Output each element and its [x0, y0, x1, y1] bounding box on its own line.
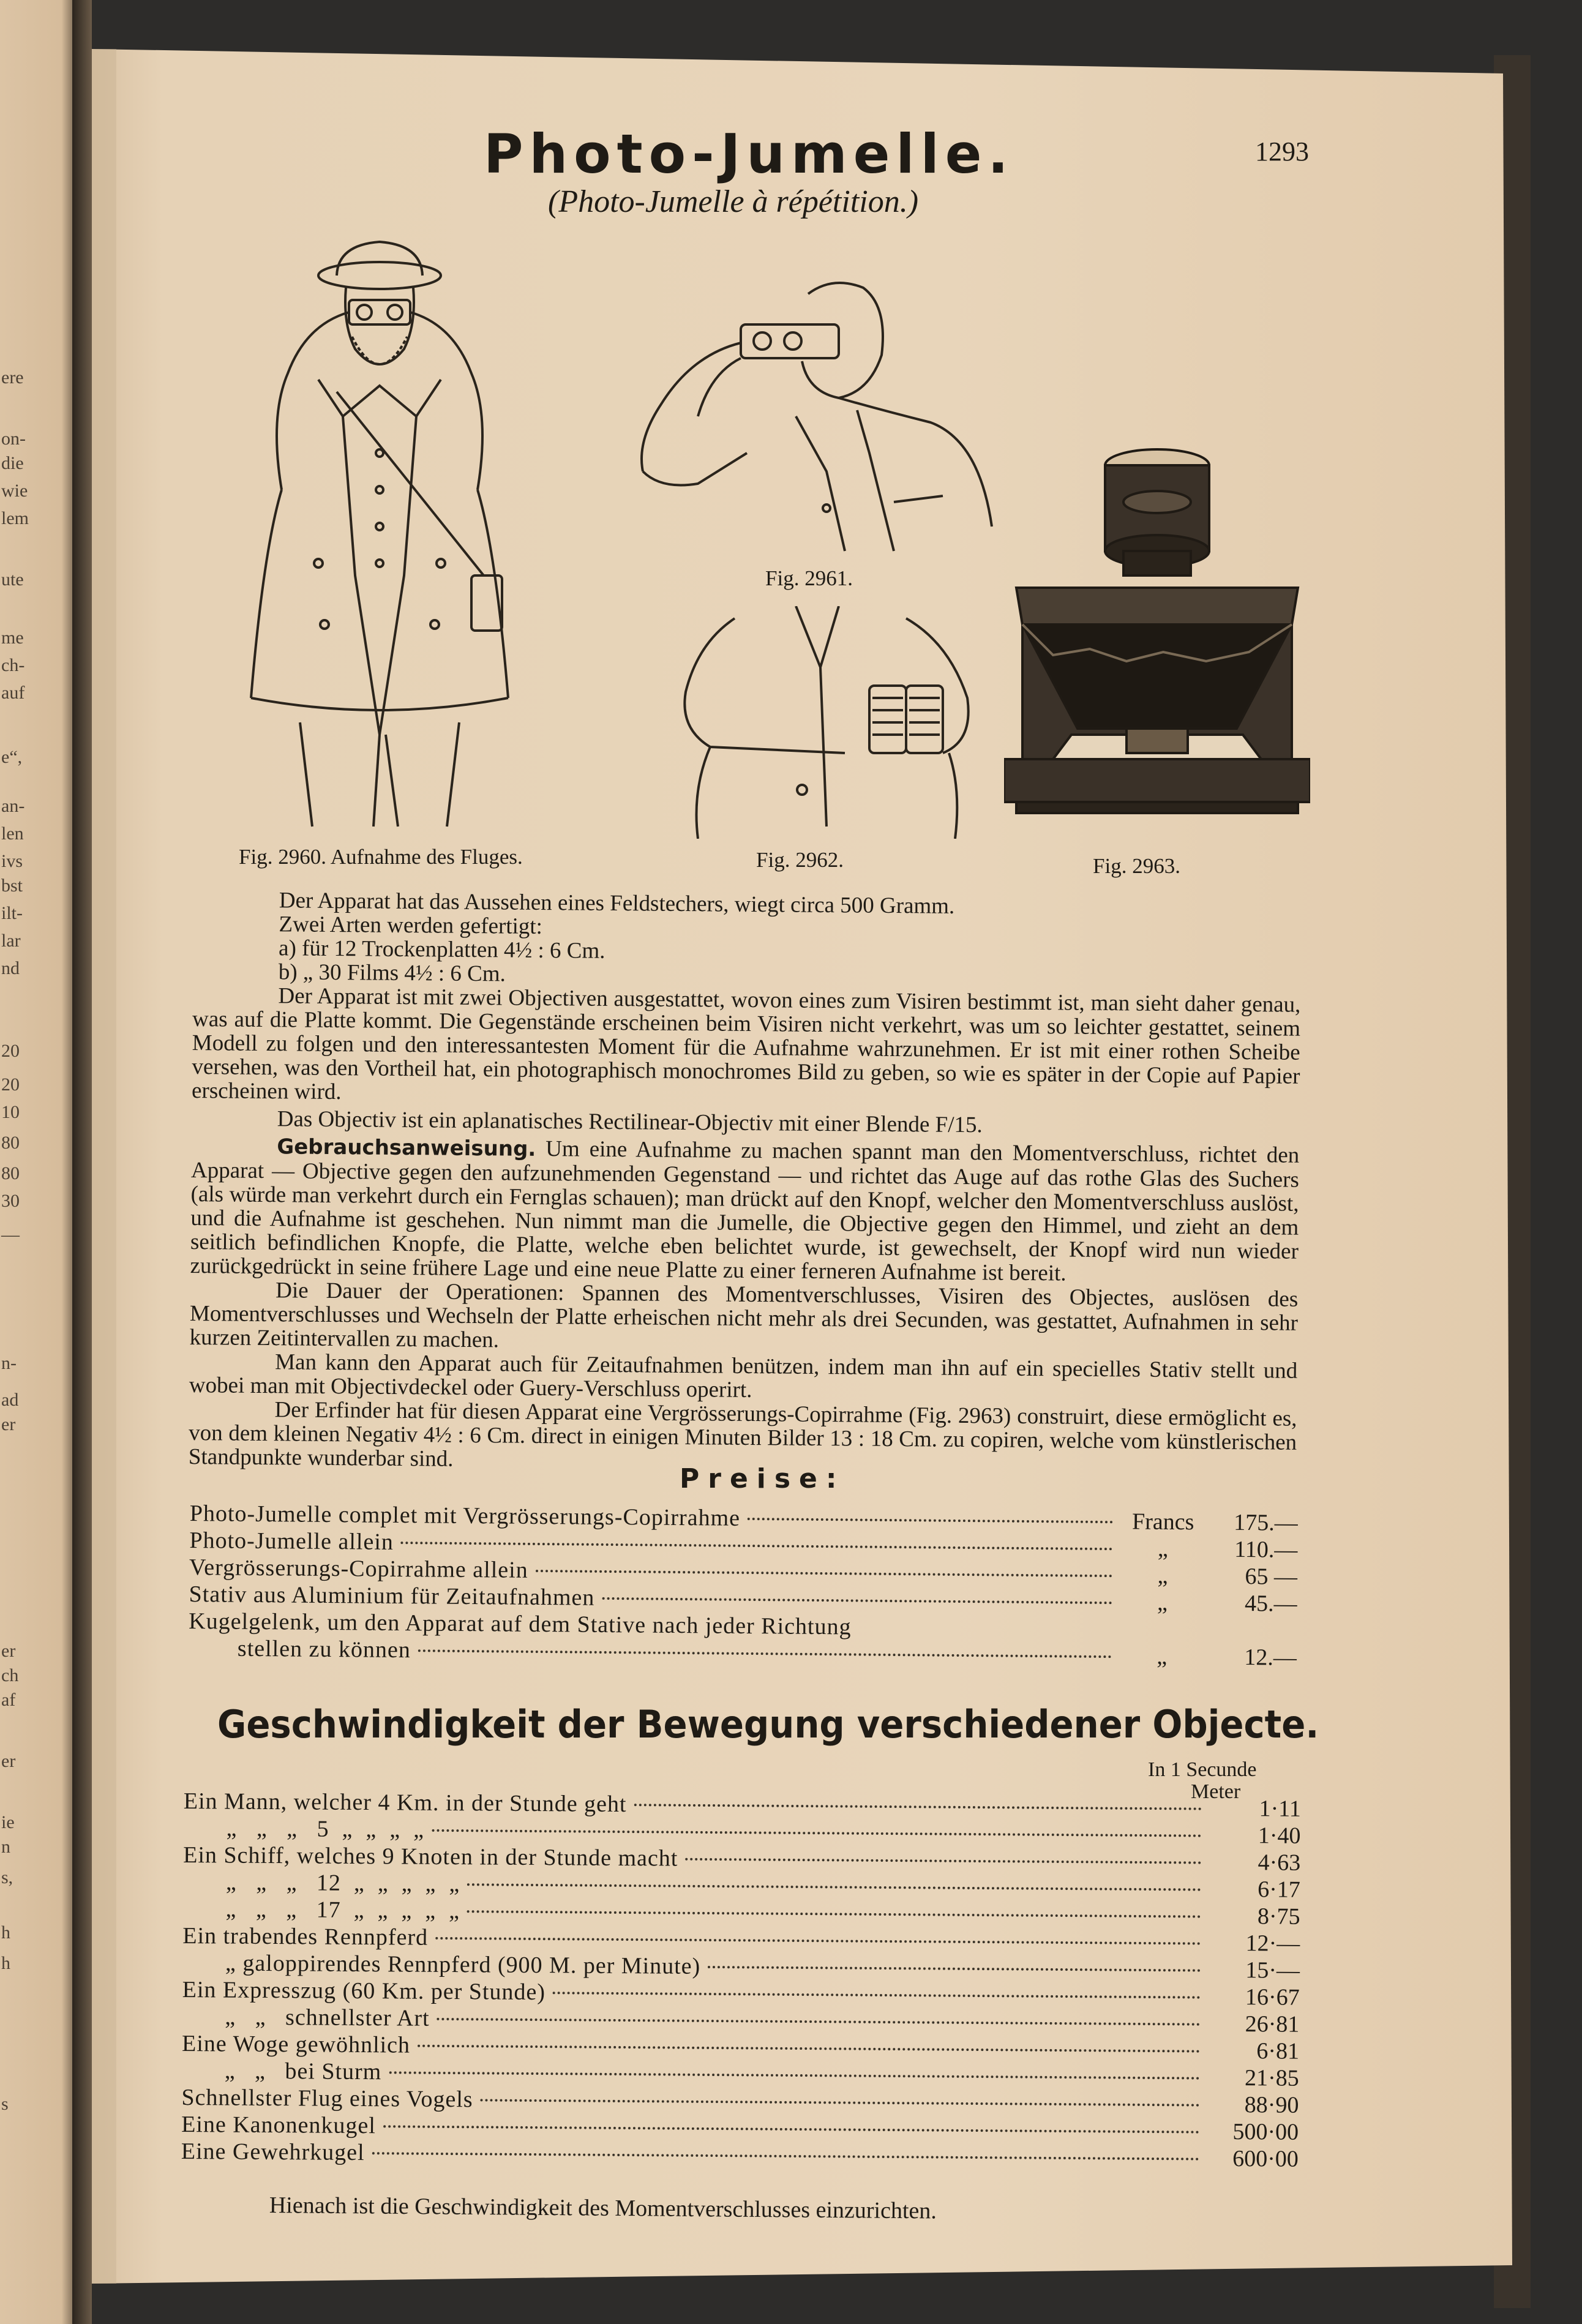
- price-label: Photo-Jumelle complet mit Vergrösserungs-Copirrahme: [189, 1501, 741, 1531]
- speed-leader-dots: [708, 1966, 1201, 1972]
- page-title: Photo-Jumelle.: [484, 122, 1014, 186]
- left-page-fragment: nd: [1, 958, 20, 978]
- speed-leader-dots: [467, 1883, 1201, 1891]
- speed-label: „ „ schnellster Art: [225, 2004, 430, 2031]
- price-currency: [1119, 1636, 1205, 1637]
- speed-value: 6·81: [1256, 2038, 1300, 2064]
- left-page-fragment: ivs: [1, 851, 23, 871]
- page-subtitle: (Photo-Jumelle à répétition.): [548, 184, 919, 219]
- left-page-fragment: 80: [1, 1133, 20, 1153]
- price-currency: „: [1157, 1643, 1168, 1670]
- price-value: 12.—: [1244, 1644, 1297, 1671]
- usage-text: Um eine Aufnahme zu machen spannt man den Momentverschluss, richtet den Apparat — Objective gegen den aufzunehmenden Gegenstand — und richtet das Auge auf das rothe Glas des Suchers (als würde man verkehrt durch ein Fernglas schauen); man drückt auf den Knopf, welcher den Momentverschluss auslöst, und die Aufnahme ist geschehen. Nun nimmt man die Jumelle, die Objective gegen den Himmel, und zieht an dem seitlich befindlichen Knopfe, die Platte, welche eben belichtet wurde, ist gewechselt, der Knopf wird nun wieder zurückgedrückt in seine frühere Lage und eine neue Platte zu einer ferneren Aufnahme ist bereit.: [190, 1136, 1300, 1286]
- left-page-fragment: er: [1, 1751, 16, 1771]
- price-label: Vergrösserungs-Copirrahme allein: [189, 1554, 528, 1583]
- speed-label: Eine Woge gewöhnlich: [181, 2030, 411, 2058]
- illustration-fig-2963-copying-frame: [1004, 441, 1310, 814]
- price-leader-dots: [418, 1649, 1112, 1658]
- prices-heading: Preise:: [680, 1463, 845, 1494]
- left-page-fragment: 10: [1, 1102, 20, 1122]
- speed-label: Ein Expresszug (60 Km. per Stunde): [182, 1976, 546, 2006]
- body-text: [189, 888, 1302, 1479]
- speed-leader-dots: [481, 2099, 1200, 2106]
- price-leader-dots: [401, 1542, 1113, 1550]
- caption-fig-2963: Fig. 2963.: [1093, 854, 1180, 878]
- caption-fig-2961: Fig. 2961.: [765, 566, 853, 590]
- price-leader-dots: [602, 1597, 1112, 1604]
- price-label: Stativ aus Aluminium für Zeitaufnahmen: [189, 1581, 595, 1611]
- price-currency: „: [1157, 1535, 1168, 1562]
- page-footer-note: Hienach ist die Geschwindigkeit des Momentverschlusses einzurichten.: [269, 2192, 937, 2224]
- speed-leader-dots: [418, 2045, 1200, 2053]
- speed-unit-meter: Meter: [1191, 1780, 1241, 1803]
- speed-label: „ „ „ 5 „ „ „ „: [226, 1815, 425, 1843]
- body-line-weight: Der Apparat hat das Aussehen eines Feldstechers, wiegt circa 500 Gramm.: [279, 888, 955, 919]
- caption-fig-2962: Fig. 2962.: [756, 848, 844, 872]
- speed-leader-dots: [467, 1910, 1201, 1917]
- speed-label: „ „ „ 12 „ „ „ „ „: [225, 1869, 460, 1897]
- speed-leader-dots: [634, 1804, 1202, 1810]
- price-value: 175.—: [1234, 1509, 1298, 1536]
- left-page-fragment: len: [1, 823, 24, 844]
- speed-label: Schnellster Flug eines Vogels: [181, 2084, 473, 2113]
- speed-leader-dots: [432, 1829, 1201, 1837]
- price-value: 45.—: [1244, 1591, 1297, 1617]
- speed-value: 12·—: [1245, 1930, 1300, 1957]
- speed-label: Ein trabendes Rennpferd: [182, 1922, 429, 1951]
- body-paragraph-objectives: Der Apparat ist mit zwei Objectiven ausgestattet, wovon eines zum Visiren bestimmt ist, man sieht daher genau, was auf die Platte kommt. Die Gegenstände erscheinen beim Visiren nicht verkehrt, was um so leichter gestattet, seinem Modell zu folgen und den interessantesten Moment für die Aufnahme wahrzunehmen. Er ist mit einer rothen Scheibe versehen, was den Vortheil hat, ein photographisch monochromes Bild zu geben, so wie es später in der Copie auf Papier erscheinen wird.: [191, 983, 1301, 1105]
- left-page-fragment: af: [1, 1690, 16, 1710]
- left-page-fragment: s: [1, 2094, 9, 2114]
- body-line-type-a: a) für 12 Trockenplatten 4½ : 6 Cm.: [278, 935, 605, 964]
- price-currency: Francs: [1131, 1509, 1194, 1535]
- speed-label: „ galoppirendes Rennpferd (900 M. per Minute): [225, 1950, 701, 1979]
- speed-value: 600·00: [1232, 2145, 1299, 2172]
- illustration-fig-2962-man-holding-camera: [661, 606, 1004, 839]
- speed-value: 26·81: [1245, 2011, 1300, 2037]
- left-page-fragment: ie: [1, 1812, 15, 1832]
- left-page-fragment: ch-: [1, 655, 25, 675]
- speed-value: 8·75: [1257, 1903, 1300, 1930]
- speed-label: „ „ bei Sturm: [224, 2058, 382, 2085]
- body-paragraph-stand: Man kann den Apparat auch für Zeitaufnahmen benützen, indem man ihn auf ein specielles Stativ stellt und wobei man mit Objectivdeckel oder Guery-Verschluss operirt.: [189, 1349, 1298, 1403]
- left-page-fragment: s,: [1, 1867, 13, 1887]
- speed-value: 16·67: [1245, 1984, 1300, 2011]
- speed-label: Eine Gewehrkugel: [181, 2138, 365, 2166]
- illustration-fig-2960-man-with-camera: [196, 233, 575, 833]
- left-page-fragment: er: [1, 1641, 16, 1661]
- left-page-fragment: ad: [1, 1390, 19, 1410]
- left-page-fragment: er: [1, 1414, 16, 1434]
- body-paragraph-inventor: Der Erfinder hat für diesen Apparat eine Vergrösserungs-Copirrahme (Fig. 2963) construirt, diese ermöglicht es, von dem kleinen Negativ 4½ : 6 Cm. direct in einigen Minuten Bilder 13 : 18 Cm. zu copiren, welche vom künstlerischen Standpunkte wunderbar sind.: [188, 1397, 1297, 1472]
- speed-value: 6·17: [1258, 1876, 1301, 1903]
- illustration-fig-2961-man-viewing: [624, 269, 1004, 563]
- left-page-fragment: bst: [1, 875, 23, 896]
- speed-value: 15·—: [1245, 1957, 1300, 1984]
- speed-heading: Geschwindigkeit der Bewegung verschiedener Objecte.: [217, 1702, 1319, 1747]
- body-line-type-b: b) „ 30 Films 4½ : 6 Cm.: [278, 959, 506, 987]
- left-page-fragment: 20: [1, 1074, 20, 1095]
- price-currency: „: [1157, 1562, 1168, 1589]
- body-paragraph-lens: Das Objectiv ist ein aplanatisches Rectilinear-Objectiv mit einer Blende F/15.: [277, 1106, 983, 1138]
- speed-label: Eine Kanonenkugel: [181, 2111, 377, 2139]
- price-label: stellen zu können: [237, 1635, 411, 1663]
- price-value: [1205, 1637, 1297, 1638]
- left-page-fragment: ilt-: [1, 903, 23, 923]
- usage-paragraph: [190, 1134, 1299, 1288]
- left-page-fragment: lem: [1, 508, 29, 528]
- left-page-fragment: h: [1, 1922, 10, 1943]
- speed-value: 21·85: [1244, 2065, 1299, 2091]
- left-page-fragment: —: [1, 1224, 20, 1245]
- speed-value: 1·11: [1259, 1796, 1301, 1822]
- left-page-fragment: lar: [1, 931, 21, 951]
- left-page-fragment: auf: [1, 683, 25, 703]
- speed-leader-dots: [435, 1937, 1201, 1945]
- usage-heading: Gebrauchsanweisung.: [277, 1134, 536, 1161]
- speed-value: 500·00: [1232, 2118, 1299, 2145]
- price-value: 110.—: [1234, 1536, 1298, 1563]
- left-page-fragment: h: [1, 1953, 10, 1973]
- page-number: 1293: [1255, 137, 1309, 167]
- price-label: Kugelgelenk, um den Apparat auf dem Stative nach jeder Richtung: [189, 1608, 852, 1640]
- speed-leader-dots: [372, 2152, 1199, 2160]
- left-page-fragment: 80: [1, 1163, 20, 1183]
- left-page-fragment: n-: [1, 1353, 17, 1373]
- speed-label: Ein Schiff, welches 9 Knoten in der Stunde macht: [183, 1842, 678, 1872]
- speed-value: 4·63: [1258, 1850, 1301, 1876]
- price-leader-dots: [536, 1570, 1112, 1577]
- body-paragraph-duration: Die Dauer der Operationen: Spannen des Momentverschlusses, Visiren des Objectes, auslösen des Momentverschlusses und Wechseln der Platte erheischen nicht mehr als drei Secunden, was gestattet, Aufnahmen in sehr kurzen Zeitintervallen zu machen.: [189, 1278, 1299, 1353]
- left-page-fragment: on-: [1, 429, 26, 449]
- price-value: 65 —: [1245, 1564, 1298, 1590]
- speed-label: „ „ „ 17 „ „ „ „ „: [225, 1896, 460, 1924]
- price-leader-dots: [748, 1518, 1113, 1523]
- price-currency: „: [1157, 1589, 1168, 1616]
- speed-leader-dots: [685, 1858, 1201, 1864]
- caption-fig-2960: Fig. 2960. Aufnahme des Fluges.: [239, 845, 523, 869]
- left-page-fragment: an-: [1, 796, 25, 816]
- speed-unit-seconds: In 1 Secunde: [1148, 1758, 1257, 1781]
- left-page-fragment: 20: [1, 1041, 20, 1061]
- speed-leader-dots: [389, 2071, 1199, 2079]
- price-label: Photo-Jumelle allein: [189, 1527, 394, 1555]
- speed-label: Ein Mann, welcher 4 Km. in der Stunde geht: [183, 1788, 627, 1818]
- left-page-fragment: me: [1, 628, 24, 648]
- speed-leader-dots: [383, 2125, 1199, 2133]
- left-page-fragment: e“,: [1, 747, 23, 767]
- speed-value: 1·40: [1258, 1823, 1301, 1849]
- left-page-fragment: 30: [1, 1191, 20, 1211]
- left-page-fragment: ere: [1, 367, 24, 388]
- speed-leader-dots: [437, 2018, 1201, 2026]
- speed-leader-dots: [553, 1992, 1201, 1998]
- left-page-fragment: n: [1, 1837, 10, 1857]
- left-page-fragment: ute: [1, 569, 24, 590]
- left-page-fragment: ch: [1, 1665, 19, 1685]
- body-line-types: Zwei Arten werden gefertigt:: [279, 912, 543, 939]
- left-page-fragment: die: [1, 453, 24, 473]
- speed-value: 88·90: [1244, 2092, 1299, 2118]
- left-page-fragment: wie: [1, 481, 28, 501]
